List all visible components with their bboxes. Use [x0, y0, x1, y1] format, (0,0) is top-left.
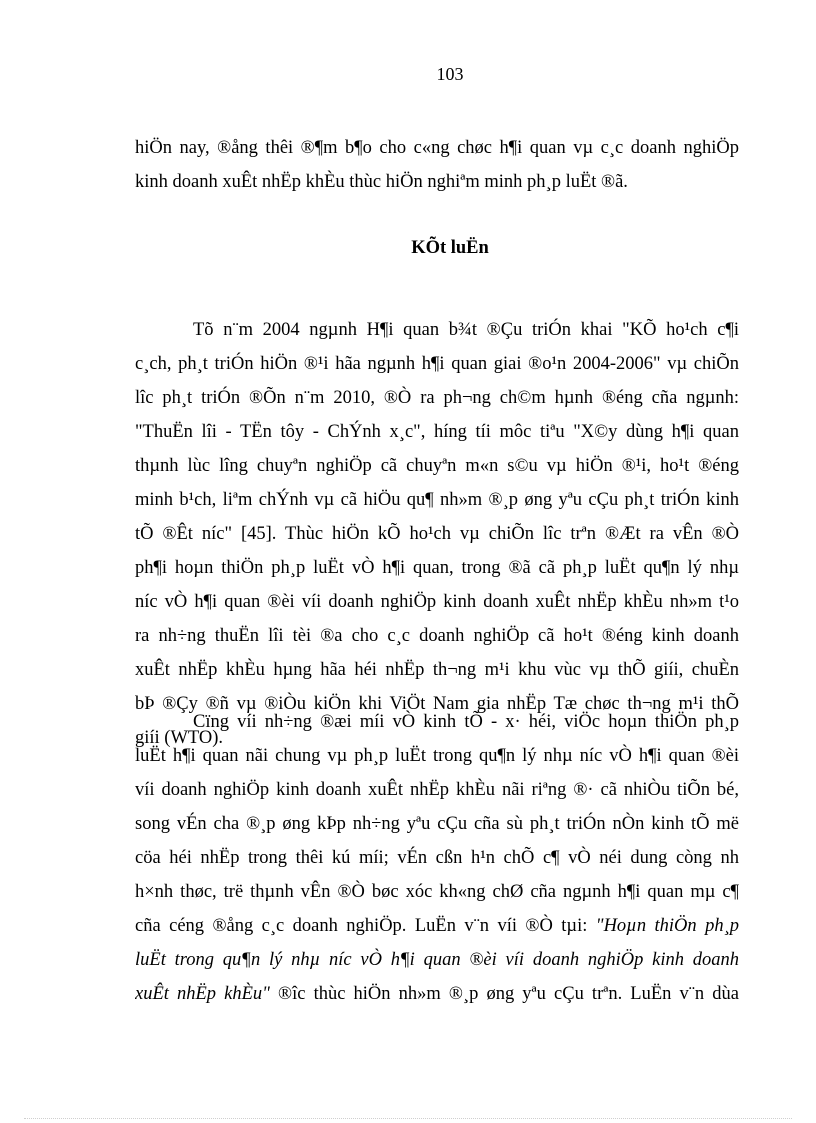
- text-line: Cïng víi nh÷ng ®æi míi vÒ kinh tÕ - x· héi, viÖc hoµn thiÖn ph¸p: [193, 712, 739, 732]
- page-number: 103: [436, 64, 464, 84]
- text-line: giíi (WTO).: [135, 728, 224, 748]
- text-line: [135, 909, 739, 943]
- text-run: ®îc thùc hiÖn nh»m ®¸p øng yªu cÇu trªn. LuËn v¨n dùa: [269, 984, 739, 1004]
- text-line: níc vÒ h¶i quan ®èi víi doanh nghiÖp kinh doanh xuÊt nhËp khÈu nh»m t¹o: [135, 592, 739, 612]
- text-line: thµnh lùc lîng chuyªn nghiÖp cã chuyªn m«n s©u vµ hiÖn ®¹i, ho¹t ®éng: [135, 456, 739, 476]
- text-line: lîc ph¸t triÓn ®Õn n¨m 2010, ®Ò ra ph¬ng ch©m hµnh ®éng cña ngµnh:: [135, 388, 739, 408]
- thesis-title-italic: xuÊt nhËp khÈu": [135, 984, 270, 1004]
- section-heading: KÕt luËn: [411, 238, 489, 258]
- text-line: ph¶i hoµn thiÖn ph¸p luËt vÒ h¶i quan, trong ®ã cã ph¸p luËt qu¶n lý nhµ: [135, 558, 739, 578]
- text-line: bÞ ®Çy ®ñ vµ ®iÒu kiÖn khi ViÖt Nam gia nhËp Tæ chøc th¬ng m¹i thÕ: [135, 694, 739, 714]
- text-line: ra nh÷ng thuËn lîi tèi ®a cho c¸c doanh nghiÖp cã ho¹t ®éng kinh doanh: [135, 626, 739, 646]
- text-line: [135, 977, 739, 1011]
- paragraph-conclusion-2: [135, 705, 739, 1011]
- thesis-title-italic: luËt trong qu¶n lý nhµ níc vÒ h¶i quan ®èi víi doanh nghiÖp kinh doanh: [135, 950, 739, 970]
- text-line: víi doanh nghiÖp kinh doanh xuÊt nhËp khÈu nãi riªng ®· cã nhiÒu tiÕn bé,: [135, 780, 739, 800]
- text-line: xuÊt nhËp khÈu hµng hãa héi nhËp th¬ng m¹i khu vùc vµ thÕ giíi, chuÈn: [135, 660, 739, 680]
- text-line: h×nh thøc, trë thµnh vÊn ®Ò bøc xóc kh«ng chØ cña ngµnh h¶i quan mµ c¶: [135, 882, 739, 902]
- text-line: kinh doanh xuÊt nhËp khÈu thùc hiÖn nghiªm minh ph¸p luËt ®ã.: [135, 172, 628, 192]
- paragraph-conclusion-1: [135, 313, 739, 755]
- paragraph-intro: [135, 131, 739, 199]
- text-line: Tõ n¨m 2004 ngµnh H¶i quan b¾t ®Çu triÓn khai "KÕ ho¹ch c¶i: [193, 320, 739, 340]
- text-line: song vÉn cha ®¸p øng kÞp nh÷ng yªu cÇu cña sù ph¸t triÓn nÒn kinh tÕ më: [135, 814, 739, 834]
- text-line: hiÖn nay, ®ång thêi ®¶m b¶o cho c«ng chøc h¶i quan vµ c¸c doanh nghiÖp: [135, 138, 739, 158]
- text-run: cña céng ®ång c¸c doanh nghiÖp. LuËn v¨n víi ®Ò tµi:: [135, 916, 588, 936]
- thesis-title-italic: "Hoµn thiÖn ph¸p: [595, 916, 739, 936]
- text-line: c¸ch, ph¸t triÓn hiÖn ®¹i hãa ngµnh h¶i quan giai ®o¹n 2004-2006" vµ chiÕn: [135, 354, 739, 374]
- text-line: minh b¹ch, liªm chÝnh vµ cã hiÖu qu¶ nh»m ®¸p øng yªu cÇu ph¸t triÓn kinh: [135, 490, 739, 510]
- page-bottom-divider: [24, 1118, 792, 1119]
- text-line: tÕ ®Êt níc" [45]. Thùc hiÖn kÕ ho¹ch vµ chiÕn lîc trªn ®Æt ra vÊn ®Ò: [135, 524, 739, 544]
- text-line: luËt h¶i quan nãi chung vµ ph¸p luËt trong qu¶n lý nhµ níc vÒ h¶i quan ®èi: [135, 746, 739, 766]
- text-line: "ThuËn lîi - TËn tôy - ChÝnh x¸c", híng tíi môc tiªu "X©y dùng h¶i quan: [135, 422, 739, 442]
- text-line: cöa héi nhËp trong thêi kú míi; vÉn cßn h¹n chÕ c¶ vÒ néi dung còng nh: [135, 848, 739, 868]
